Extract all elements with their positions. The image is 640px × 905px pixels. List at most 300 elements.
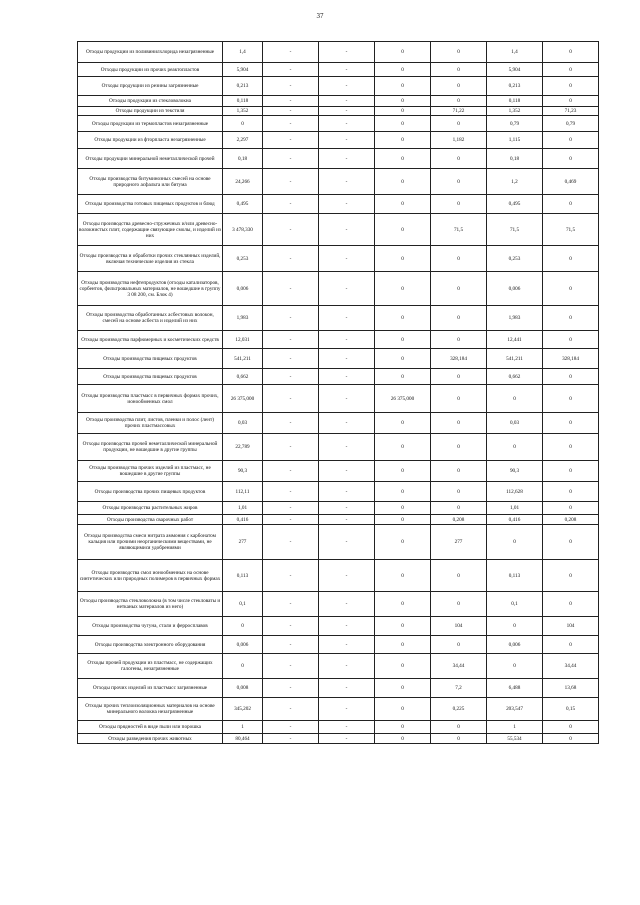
value-cell: - xyxy=(263,77,319,96)
value-cell: 71,5 xyxy=(543,214,599,246)
value-cell: 1,182 xyxy=(431,132,487,149)
value-cell: 0 xyxy=(431,721,487,734)
waste-name-cell: Отходы продукции из термопластов незагрязненные xyxy=(78,116,223,132)
value-cell: 0 xyxy=(431,63,487,77)
value-cell: 0 xyxy=(543,560,599,592)
value-cell: 0 xyxy=(543,734,599,744)
value-cell: - xyxy=(319,679,375,698)
value-cell: 0 xyxy=(375,515,431,525)
value-cell: 0 xyxy=(543,636,599,654)
waste-name-cell: Отходы производства сварочных работ xyxy=(78,515,223,525)
value-cell: 0 xyxy=(223,116,263,132)
value-cell: 1,01 xyxy=(223,502,263,515)
value-cell: 0 xyxy=(431,42,487,63)
table-row xyxy=(78,698,599,721)
waste-name-cell: Отходы продукции из резины загрязненные xyxy=(78,77,223,96)
value-cell: - xyxy=(263,246,319,272)
value-cell: 5,904 xyxy=(223,63,263,77)
value-cell: - xyxy=(263,132,319,149)
value-cell: 0,208 xyxy=(543,515,599,525)
value-cell: - xyxy=(263,654,319,679)
value-cell: 7,2 xyxy=(431,679,487,698)
value-cell: 0 xyxy=(431,636,487,654)
table-row xyxy=(78,636,599,654)
waste-name-cell: Отходы продукции из прочих реактопластов xyxy=(78,63,223,77)
value-cell: - xyxy=(319,461,375,482)
table-row xyxy=(78,385,599,413)
waste-name-cell: Отходы производства прочей неметаллической минеральной продукции, не вошедшие в другие группы xyxy=(78,434,223,461)
value-cell: 541,211 xyxy=(223,349,263,369)
table-row xyxy=(78,413,599,434)
value-cell: 1,4 xyxy=(223,42,263,63)
value-cell: 0 xyxy=(431,461,487,482)
value-cell: 0 xyxy=(375,331,431,349)
value-cell: - xyxy=(319,721,375,734)
value-cell: - xyxy=(319,116,375,132)
value-cell: - xyxy=(263,63,319,77)
table-row xyxy=(78,116,599,132)
value-cell: - xyxy=(263,169,319,195)
value-cell: - xyxy=(263,107,319,116)
value-cell: 0 xyxy=(431,116,487,132)
value-cell: - xyxy=(319,132,375,149)
value-cell: - xyxy=(263,617,319,636)
value-cell: 0,03 xyxy=(487,413,543,434)
value-cell: - xyxy=(263,461,319,482)
value-cell: 0 xyxy=(431,169,487,195)
value-cell: 26 375,000 xyxy=(223,385,263,413)
value-cell: - xyxy=(319,698,375,721)
value-cell: - xyxy=(319,734,375,744)
value-cell: 13,68 xyxy=(543,679,599,698)
value-cell: - xyxy=(263,331,319,349)
waste-name-cell: Отходы производства смеси нитрата аммония с карбонатом кальция или прочими неорганическими веществами, не являющимися удобрениями xyxy=(78,525,223,560)
value-cell: 328,184 xyxy=(543,349,599,369)
value-cell: 0 xyxy=(375,149,431,169)
value-cell: 0 xyxy=(375,132,431,149)
value-cell: 0,495 xyxy=(487,195,543,214)
value-cell: 80,464 xyxy=(223,734,263,744)
value-cell: 1 xyxy=(487,721,543,734)
value-cell: 0 xyxy=(487,654,543,679)
waste-name-cell: Отходы продукции минеральной неметаллической прочей xyxy=(78,149,223,169)
value-cell: 71,5 xyxy=(431,214,487,246)
value-cell: - xyxy=(319,246,375,272)
waste-name-cell: Отходы производства электронного оборудования xyxy=(78,636,223,654)
table-row xyxy=(78,246,599,272)
waste-name-cell: Отходы прядностей в виде пыли или порошка xyxy=(78,721,223,734)
value-cell: 0,006 xyxy=(487,272,543,306)
value-cell: 0,008 xyxy=(223,679,263,698)
value-cell: 0 xyxy=(431,482,487,502)
value-cell: 0 xyxy=(375,721,431,734)
waste-name-cell: Отходы производства прочих изделий из пластмасс, не вошедшие в другие группы xyxy=(78,461,223,482)
value-cell: 0,006 xyxy=(223,636,263,654)
value-cell: 328,184 xyxy=(431,349,487,369)
value-cell: 0 xyxy=(543,77,599,96)
value-cell: 0 xyxy=(375,63,431,77)
table-row xyxy=(78,461,599,482)
value-cell: 1,352 xyxy=(223,107,263,116)
value-cell: 0,03 xyxy=(223,413,263,434)
value-cell: 0,1 xyxy=(223,592,263,617)
value-cell: 55,534 xyxy=(487,734,543,744)
value-cell: - xyxy=(319,482,375,502)
waste-name-cell: Отходы продукции из стекловолокна xyxy=(78,96,223,107)
value-cell: 0 xyxy=(431,331,487,349)
value-cell: - xyxy=(319,349,375,369)
value-cell: 0 xyxy=(431,195,487,214)
value-cell: 0 xyxy=(543,502,599,515)
table-row xyxy=(78,525,599,560)
value-cell: 6,488 xyxy=(487,679,543,698)
value-cell: - xyxy=(319,306,375,331)
value-cell: - xyxy=(263,116,319,132)
waste-name-cell: Отходы производства древесно-стружечных и/или древесно-волокнистых плит, содержащие связующие смолы, и изделий из них xyxy=(78,214,223,246)
value-cell: 0 xyxy=(375,698,431,721)
waste-name-cell: Отходы производства прочих пищевых продуктов xyxy=(78,482,223,502)
value-cell: 0 xyxy=(375,42,431,63)
value-cell: 71,23 xyxy=(543,107,599,116)
value-cell: 71,5 xyxy=(487,214,543,246)
value-cell: 2,297 xyxy=(223,132,263,149)
value-cell: - xyxy=(263,592,319,617)
table-row xyxy=(78,42,599,63)
value-cell: - xyxy=(263,502,319,515)
value-cell: 345,202 xyxy=(223,698,263,721)
value-cell: 0 xyxy=(543,482,599,502)
value-cell: - xyxy=(263,734,319,744)
value-cell: 0 xyxy=(223,617,263,636)
table-row xyxy=(78,132,599,149)
value-cell: 0 xyxy=(543,246,599,272)
table-row xyxy=(78,77,599,96)
value-cell: 0 xyxy=(543,592,599,617)
value-cell: 0 xyxy=(375,434,431,461)
value-cell: - xyxy=(319,77,375,96)
value-cell: 0,15 xyxy=(543,698,599,721)
value-cell: 0 xyxy=(431,734,487,744)
table-row xyxy=(78,560,599,592)
value-cell: 0 xyxy=(375,349,431,369)
value-cell: 0,18 xyxy=(223,149,263,169)
value-cell: 0 xyxy=(375,482,431,502)
value-cell: 0,113 xyxy=(487,560,543,592)
value-cell: - xyxy=(319,515,375,525)
value-cell: 1,983 xyxy=(487,306,543,331)
value-cell: 0,225 xyxy=(431,698,487,721)
waste-name-cell: Отходы прочей продукции из пластмасс, не содержащих галогены, незагрязненные xyxy=(78,654,223,679)
value-cell: 34,44 xyxy=(543,654,599,679)
value-cell: 0,79 xyxy=(543,116,599,132)
value-cell: - xyxy=(319,654,375,679)
value-cell: 0 xyxy=(543,63,599,77)
value-cell: - xyxy=(263,306,319,331)
value-cell: 0 xyxy=(543,413,599,434)
value-cell: 1,01 xyxy=(487,502,543,515)
value-cell: 0 xyxy=(375,306,431,331)
waste-name-cell: Отходы производства битуминозных смесей на основе природного асфальта или битума xyxy=(78,169,223,195)
value-cell: 3 478,330 xyxy=(223,214,263,246)
value-cell: 0 xyxy=(431,369,487,385)
value-cell: - xyxy=(263,42,319,63)
value-cell: 0 xyxy=(487,434,543,461)
value-cell: 1 xyxy=(223,721,263,734)
value-cell: - xyxy=(319,636,375,654)
waste-name-cell: Отходы производства растительных жиров xyxy=(78,502,223,515)
value-cell: - xyxy=(263,96,319,107)
value-cell: 0 xyxy=(375,195,431,214)
value-cell: 0 xyxy=(543,331,599,349)
value-cell: 0 xyxy=(375,107,431,116)
value-cell: 5,904 xyxy=(487,63,543,77)
value-cell: 0,113 xyxy=(223,560,263,592)
value-cell: 71,22 xyxy=(431,107,487,116)
value-cell: 541,211 xyxy=(487,349,543,369)
value-cell: 0 xyxy=(431,560,487,592)
value-cell: 0 xyxy=(375,77,431,96)
waste-name-cell: Отходы прочих изделий из пластмасс загрязненные xyxy=(78,679,223,698)
value-cell: 0 xyxy=(431,149,487,169)
value-cell: 0,006 xyxy=(487,636,543,654)
page-number: 37 xyxy=(316,12,324,20)
table-row xyxy=(78,721,599,734)
value-cell: - xyxy=(263,482,319,502)
value-cell: 0,469 xyxy=(543,169,599,195)
table-row xyxy=(78,63,599,77)
value-cell: 0,253 xyxy=(223,246,263,272)
table-row xyxy=(78,434,599,461)
value-cell: 112,628 xyxy=(487,482,543,502)
value-cell: - xyxy=(319,413,375,434)
value-cell: 0,18 xyxy=(487,149,543,169)
value-cell: 0,495 xyxy=(223,195,263,214)
waste-name-cell: Отходы производства чугуна, стали и ферросплавов xyxy=(78,617,223,636)
table-row xyxy=(78,592,599,617)
value-cell: - xyxy=(319,42,375,63)
value-cell: 0,416 xyxy=(487,515,543,525)
value-cell: - xyxy=(319,617,375,636)
table-row xyxy=(78,515,599,525)
value-cell: 0 xyxy=(487,617,543,636)
value-cell: - xyxy=(263,525,319,560)
waste-name-cell: Отходы продукции из текстиля xyxy=(78,107,223,116)
value-cell: 0 xyxy=(375,654,431,679)
value-cell: 0,662 xyxy=(487,369,543,385)
table-row xyxy=(78,306,599,331)
value-cell: 0 xyxy=(431,96,487,107)
value-cell: 0 xyxy=(543,132,599,149)
waste-name-cell: Отходы продукции из поливинилхлорида незагрязненные xyxy=(78,42,223,63)
value-cell: 0 xyxy=(375,116,431,132)
value-cell: 0 xyxy=(375,413,431,434)
waste-name-cell: Отходы производства плит, листов, пленки и полос (лент) прочих пластмассовых xyxy=(78,413,223,434)
table-row xyxy=(78,107,599,116)
value-cell: 0 xyxy=(375,679,431,698)
value-cell: 0 xyxy=(375,272,431,306)
value-cell: 34,44 xyxy=(431,654,487,679)
value-cell: 0 xyxy=(375,461,431,482)
waste-name-cell: Отходы производства обработанных асбестовых волокон, смесей на основе асбеста и изделий из них xyxy=(78,306,223,331)
value-cell: 0,253 xyxy=(487,246,543,272)
value-cell: - xyxy=(263,272,319,306)
value-cell: 0 xyxy=(543,272,599,306)
value-cell: - xyxy=(319,107,375,116)
value-cell: 0 xyxy=(431,306,487,331)
value-cell: - xyxy=(319,214,375,246)
value-cell: 0 xyxy=(375,592,431,617)
value-cell: 277 xyxy=(431,525,487,560)
value-cell: - xyxy=(263,560,319,592)
value-cell: 0 xyxy=(543,42,599,63)
value-cell: 0 xyxy=(431,272,487,306)
waste-name-cell: Отходы производства смол ионообменных на основе синтетических или природных полимеров в первичных формах xyxy=(78,560,223,592)
value-cell: 0 xyxy=(431,502,487,515)
value-cell: 0 xyxy=(431,434,487,461)
value-cell: - xyxy=(263,385,319,413)
value-cell: 104 xyxy=(431,617,487,636)
value-cell: - xyxy=(263,515,319,525)
value-cell: 1,2 xyxy=(487,169,543,195)
value-cell: - xyxy=(263,195,319,214)
value-cell: 0 xyxy=(375,560,431,592)
value-cell: 0 xyxy=(375,96,431,107)
value-cell: 0 xyxy=(375,246,431,272)
table-row xyxy=(78,369,599,385)
value-cell: 0 xyxy=(543,721,599,734)
value-cell: - xyxy=(319,385,375,413)
value-cell: 24,266 xyxy=(223,169,263,195)
table-row xyxy=(78,617,599,636)
table-row xyxy=(78,195,599,214)
value-cell: 90,3 xyxy=(223,461,263,482)
value-cell: 0 xyxy=(543,96,599,107)
table-row xyxy=(78,149,599,169)
value-cell: 0 xyxy=(543,461,599,482)
value-cell: 112,11 xyxy=(223,482,263,502)
value-cell: 0,213 xyxy=(223,77,263,96)
value-cell: 0 xyxy=(375,734,431,744)
value-cell: - xyxy=(263,721,319,734)
value-cell: - xyxy=(319,195,375,214)
value-cell: 0 xyxy=(431,246,487,272)
value-cell: 203,547 xyxy=(487,698,543,721)
table-row xyxy=(78,349,599,369)
waste-name-cell: Отходы продукции из фторпласта незагрязненные xyxy=(78,132,223,149)
value-cell: 0 xyxy=(375,636,431,654)
table-row xyxy=(78,214,599,246)
value-cell: - xyxy=(319,331,375,349)
value-cell: 0,213 xyxy=(487,77,543,96)
value-cell: 0,416 xyxy=(223,515,263,525)
value-cell: 104 xyxy=(543,617,599,636)
table-row xyxy=(78,734,599,744)
value-cell: 0 xyxy=(375,525,431,560)
waste-name-cell: Отходы производства пищевых продуктов xyxy=(78,349,223,369)
waste-name-cell: Отходы производства пластмасс в первичных формах прочих, ионообменных смол xyxy=(78,385,223,413)
value-cell: 12,441 xyxy=(487,331,543,349)
value-cell: - xyxy=(319,434,375,461)
waste-name-cell: Отходы производства пищевых продуктов xyxy=(78,369,223,385)
value-cell: 0 xyxy=(543,306,599,331)
waste-name-cell: Отходы производства готовых пищевых продуктов и блюд xyxy=(78,195,223,214)
table-row xyxy=(78,679,599,698)
value-cell: 0 xyxy=(375,617,431,636)
value-cell: - xyxy=(263,349,319,369)
value-cell: - xyxy=(319,272,375,306)
value-cell: - xyxy=(263,413,319,434)
value-cell: - xyxy=(263,369,319,385)
value-cell: - xyxy=(319,560,375,592)
value-cell: - xyxy=(263,214,319,246)
value-cell: 0 xyxy=(431,77,487,96)
waste-name-cell: Отходы производства нефтепродуктов (отходы катализаторов, сорбентов, фильтровальных материалов, не вошедшие в группу 3 08 200, см. Блок 4) xyxy=(78,272,223,306)
value-cell: 0 xyxy=(375,214,431,246)
value-cell: - xyxy=(319,149,375,169)
value-cell: 1,352 xyxy=(487,107,543,116)
value-cell: - xyxy=(319,96,375,107)
value-cell: 0 xyxy=(375,369,431,385)
value-cell: 0 xyxy=(543,434,599,461)
waste-name-cell: Отходы производства парфюмерных и косметических средств xyxy=(78,331,223,349)
value-cell: - xyxy=(319,502,375,515)
waste-table xyxy=(77,41,599,744)
table-row xyxy=(78,96,599,107)
value-cell: 0 xyxy=(431,413,487,434)
waste-name-cell: Отходы разведения прочих животных xyxy=(78,734,223,744)
value-cell: 0,118 xyxy=(487,96,543,107)
table-row xyxy=(78,502,599,515)
value-cell: 22,789 xyxy=(223,434,263,461)
value-cell: - xyxy=(263,149,319,169)
waste-name-cell: Отходы прочих теплоизоляционных материалов на основе минерального волокна незагрязненные xyxy=(78,698,223,721)
value-cell: 0 xyxy=(543,369,599,385)
value-cell: - xyxy=(263,434,319,461)
table-row xyxy=(78,482,599,502)
waste-name-cell: Отходы производства стекловолокна (в том числе стекловаты и нетканых материалов из него) xyxy=(78,592,223,617)
table-row xyxy=(78,654,599,679)
value-cell: 0 xyxy=(375,502,431,515)
value-cell: - xyxy=(263,698,319,721)
value-cell: 0 xyxy=(223,654,263,679)
value-cell: 26 375,000 xyxy=(375,385,431,413)
value-cell: 1,4 xyxy=(487,42,543,63)
value-cell: 0,79 xyxy=(487,116,543,132)
value-cell: 0 xyxy=(431,385,487,413)
waste-name-cell: Отходы производства и обработки прочих стеклянных изделий, включая технические изделия из стекла xyxy=(78,246,223,272)
value-cell: - xyxy=(319,592,375,617)
value-cell: 0,662 xyxy=(223,369,263,385)
value-cell: 0,1 xyxy=(487,592,543,617)
value-cell: 0 xyxy=(543,149,599,169)
value-cell: - xyxy=(319,63,375,77)
value-cell: - xyxy=(319,169,375,195)
value-cell: 0 xyxy=(543,525,599,560)
value-cell: 90,3 xyxy=(487,461,543,482)
value-cell: 1,983 xyxy=(223,306,263,331)
value-cell: 0 xyxy=(543,195,599,214)
value-cell: 0,006 xyxy=(223,272,263,306)
value-cell: 0 xyxy=(431,592,487,617)
value-cell: 0 xyxy=(487,525,543,560)
table-row xyxy=(78,169,599,195)
value-cell: 0 xyxy=(375,169,431,195)
value-cell: - xyxy=(319,369,375,385)
value-cell: 1,115 xyxy=(487,132,543,149)
value-cell: 0 xyxy=(487,385,543,413)
value-cell: 0,118 xyxy=(223,96,263,107)
value-cell: 0,208 xyxy=(431,515,487,525)
